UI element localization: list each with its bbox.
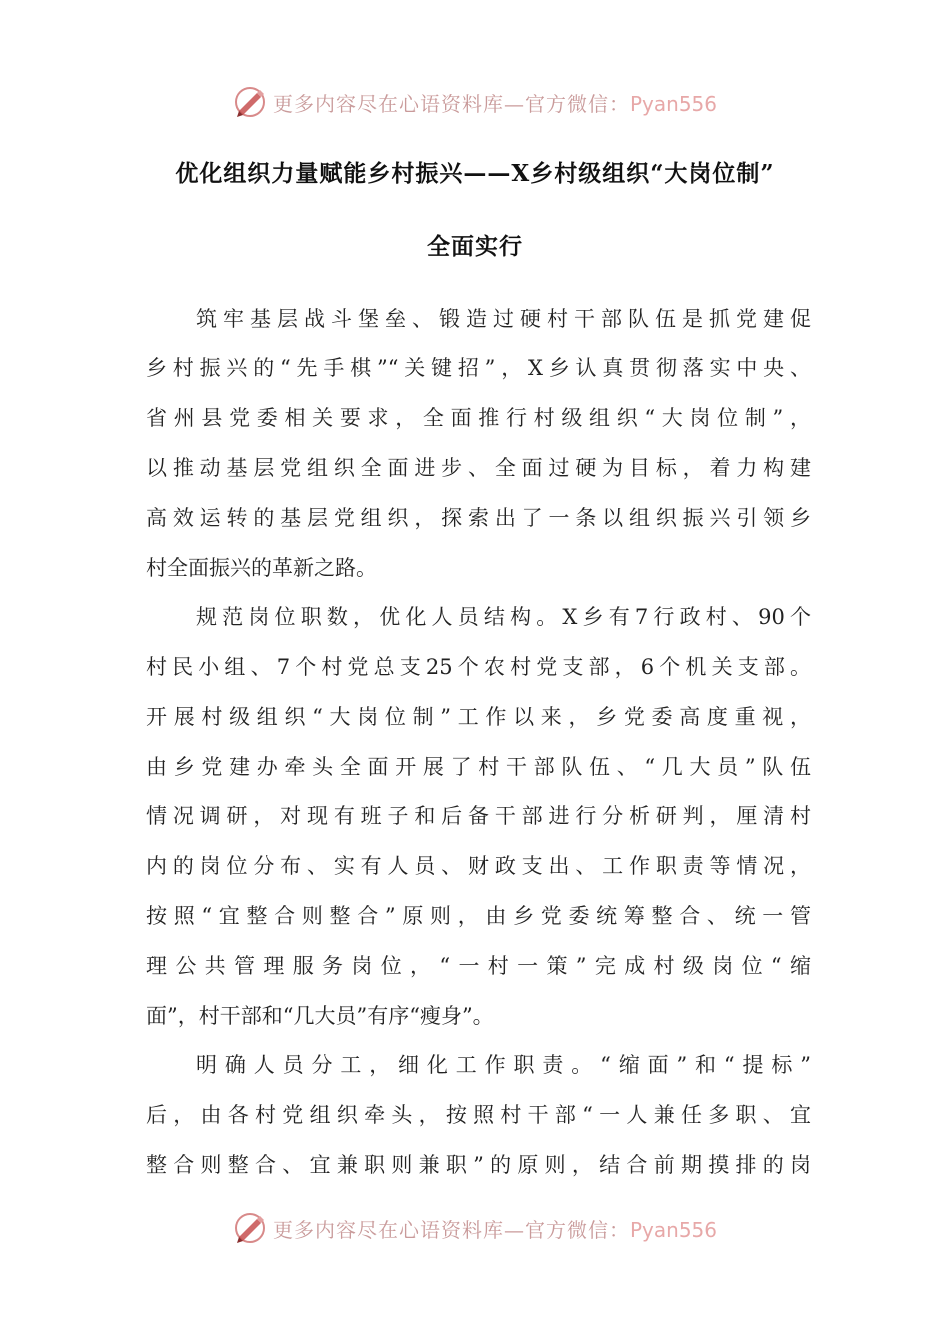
- body-line: 整合则整合、宜兼职则兼职”的原则，结合前期摸排的岗: [146, 1153, 811, 1177]
- body-line: 村民小组、7个村党总支25个农村党支部，6个机关支部。: [146, 655, 811, 679]
- body-line: 以推动基层党组织全面进步、全面过硬为目标，着力构建: [146, 456, 811, 480]
- body-line: 面”，村干部和“几大员”有序“瘦身”。: [146, 1004, 494, 1028]
- watermark-text: [273, 88, 717, 117]
- document-title-line-2: 全面实行: [427, 233, 523, 260]
- watermark-wechat-id: Pyan556: [629, 91, 717, 116]
- pen-logo-icon: [233, 85, 267, 119]
- body-line: 规范岗位职数，优化人员结构。X乡有7行政村、90个: [196, 605, 811, 629]
- body-line: 省州县党委相关要求，全面推行村级组织“大岗位制”，: [146, 406, 811, 430]
- body-line: 明确人员分工，细化工作职责。“缩面”和“提标”: [196, 1053, 811, 1077]
- body-line: 理公共管理服务岗位，“一村一策”完成村级岗位“缩: [146, 954, 811, 978]
- document-title-line-1: 优化组织力量赋能乡村振兴——X乡村级组织“大岗位制”: [175, 160, 775, 187]
- body-line: 村全面振兴的革新之路。: [146, 556, 377, 580]
- watermark-header: [0, 82, 950, 122]
- pen-logo-icon: [233, 1211, 267, 1245]
- body-line: 乡村振兴的“先手棋”“关键招”，X乡认真贯彻落实中央、: [146, 356, 811, 380]
- watermark-footer: [0, 1208, 950, 1248]
- body-line: 开展村级组织“大岗位制”工作以来，乡党委高度重视，: [146, 705, 811, 729]
- watermark-wechat-id: Pyan556: [629, 1217, 717, 1242]
- watermark-label: 更多内容尽在心语资料库—官方微信：: [272, 1217, 630, 1242]
- body-line: 内的岗位分布、实有人员、财政支出、工作职责等情况，: [146, 854, 811, 878]
- watermark-label: 更多内容尽在心语资料库—官方微信：: [272, 91, 630, 116]
- watermark-text: [273, 1214, 717, 1243]
- body-line: 情况调研，对现有班子和后备干部进行分析研判，厘清村: [146, 804, 811, 828]
- body-line: 按照“宜整合则整合”原则，由乡党委统筹整合、统一管: [146, 904, 811, 928]
- body-line: 由乡党建办牵头全面开展了村干部队伍、“几大员”队伍: [146, 755, 811, 779]
- body-line: 高效运转的基层党组织，探索出了一条以组织振兴引领乡: [146, 506, 811, 530]
- body-line: 筑牢基层战斗堡垒、锻造过硬村干部队伍是抓党建促: [196, 307, 811, 331]
- body-line: 后，由各村党组织牵头，按照村干部“一人兼任多职、宜: [146, 1103, 811, 1127]
